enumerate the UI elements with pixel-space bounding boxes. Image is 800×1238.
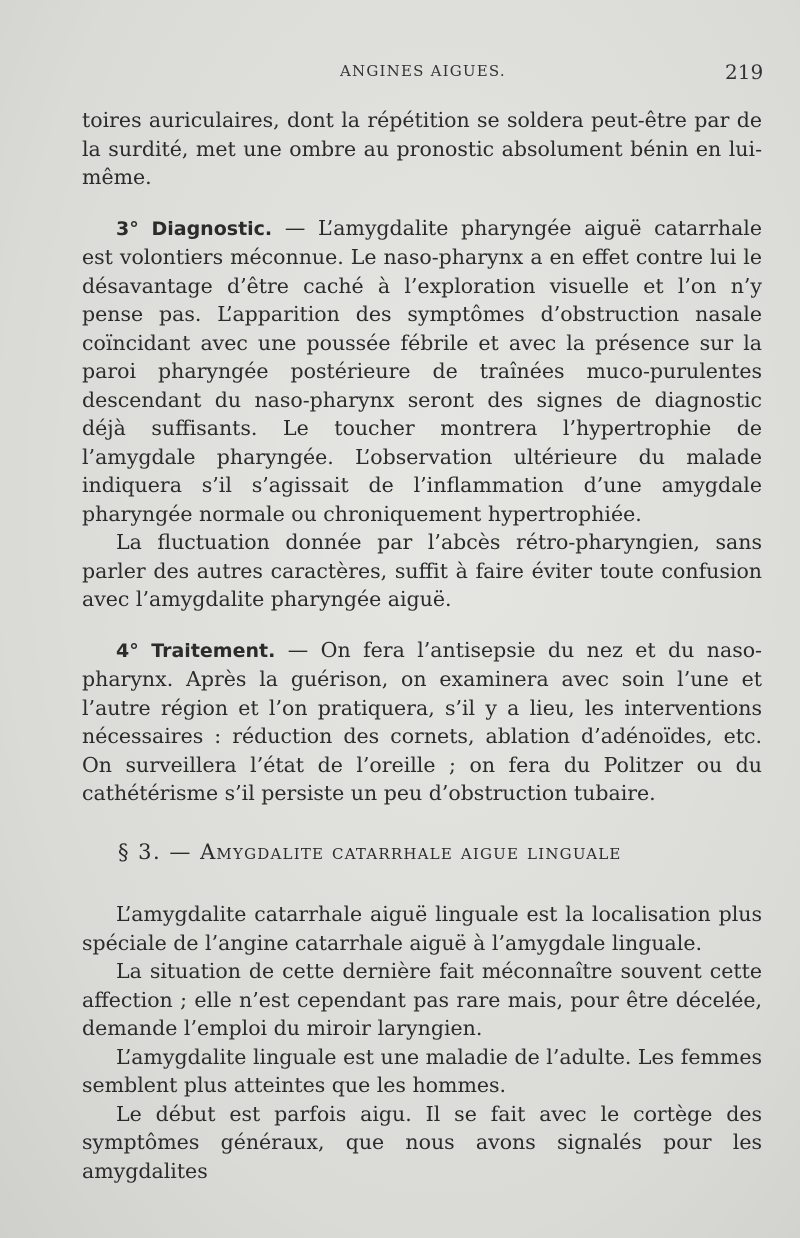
paragraph-adult: L’amygdalite linguale est une maladie de l’adulte. Les femmes semblent plus atteintes que les hommes.: [82, 1044, 762, 1097]
page-header: [0, 62, 800, 86]
traitement-heading: 4° Traitement.: [116, 639, 276, 662]
page-body: [82, 106, 762, 1185]
paragraph-onset: Le début est parfois aigu. Il se fait avec le cortège des symptômes généraux, que nous avons signalés pour les amygdalites: [82, 1101, 762, 1183]
paragraph-differential: La fluctuation donnée par l’abcès rétro-pharyngien, sans parler des autres caractères, suffit à faire éviter toute confusion avec l’amygdalite pharyngée aiguë.: [82, 530, 762, 611]
section-heading: [82, 838, 762, 867]
diagnostic-text: — L’amygdalite pharyngée aiguë catarrhale est volontiers méconnue. Le naso-pharynx a en effet contre lui le désavantage d’être caché à l’exploration visuelle et l’on n’y pense pas. L’apparition des symptômes d’obstruction nasale coïncidant avec une poussée fébrile et avec la présence sur la paroi pharyngée postérieure de traînées muco-purulentes descendant du naso-pharynx seront des signes de diagnostic déjà suffisants. Le toucher montrera l’hypertrophie de l’amygdale pharyngée. L’observation ultérieure du malade indiquera s’il s’agissait de l’inflammation d’une amygdale pharyngée normale ou chroniquement hypertrophiée.: [82, 215, 762, 526]
running-head: ANGINES AIGUES.: [340, 62, 506, 80]
diagnostic-heading: 3° Diagnostic.: [116, 217, 273, 240]
paragraph-definition: L’amygdalite catarrhale aiguë linguale est la localisation plus spéciale de l’angine catarrhale aiguë à l’amygdale linguale.: [82, 902, 762, 955]
section-title: Amygdalite catarrhale aigue linguale: [200, 839, 622, 864]
paragraph-traitement: [82, 636, 762, 808]
paragraph-diagnostic: [82, 214, 762, 529]
paragraph-situation: La situation de cette dernière fait méconnaître souvent cette affection ; elle n’est cependant pas rare mais, pour être décelée, demande l’emploi du miroir laryngien.: [82, 959, 762, 1040]
page-number: 219: [725, 60, 764, 84]
traitement-text: — On fera l’antisepsie du nez et du naso-pharynx. Après la guérison, on examinera avec soin l’une et l’autre région et l’on pratiquera, s’il y a lieu, les interventions nécessaires : réduction des cornets, ablation d’adénoïdes, etc. On surveillera l’état de l’oreille ; on fera du Politzer ou du cathétérisme s’il persiste un peu d’obstruction tubaire.: [82, 637, 762, 805]
section-number: § 3. —: [118, 839, 201, 864]
paragraph-prognosis-end: toires auriculaires, dont la répétition se soldera peut-être par de la surdité, met une ombre au pronostic absolument bénin en lui-même.: [82, 108, 762, 189]
